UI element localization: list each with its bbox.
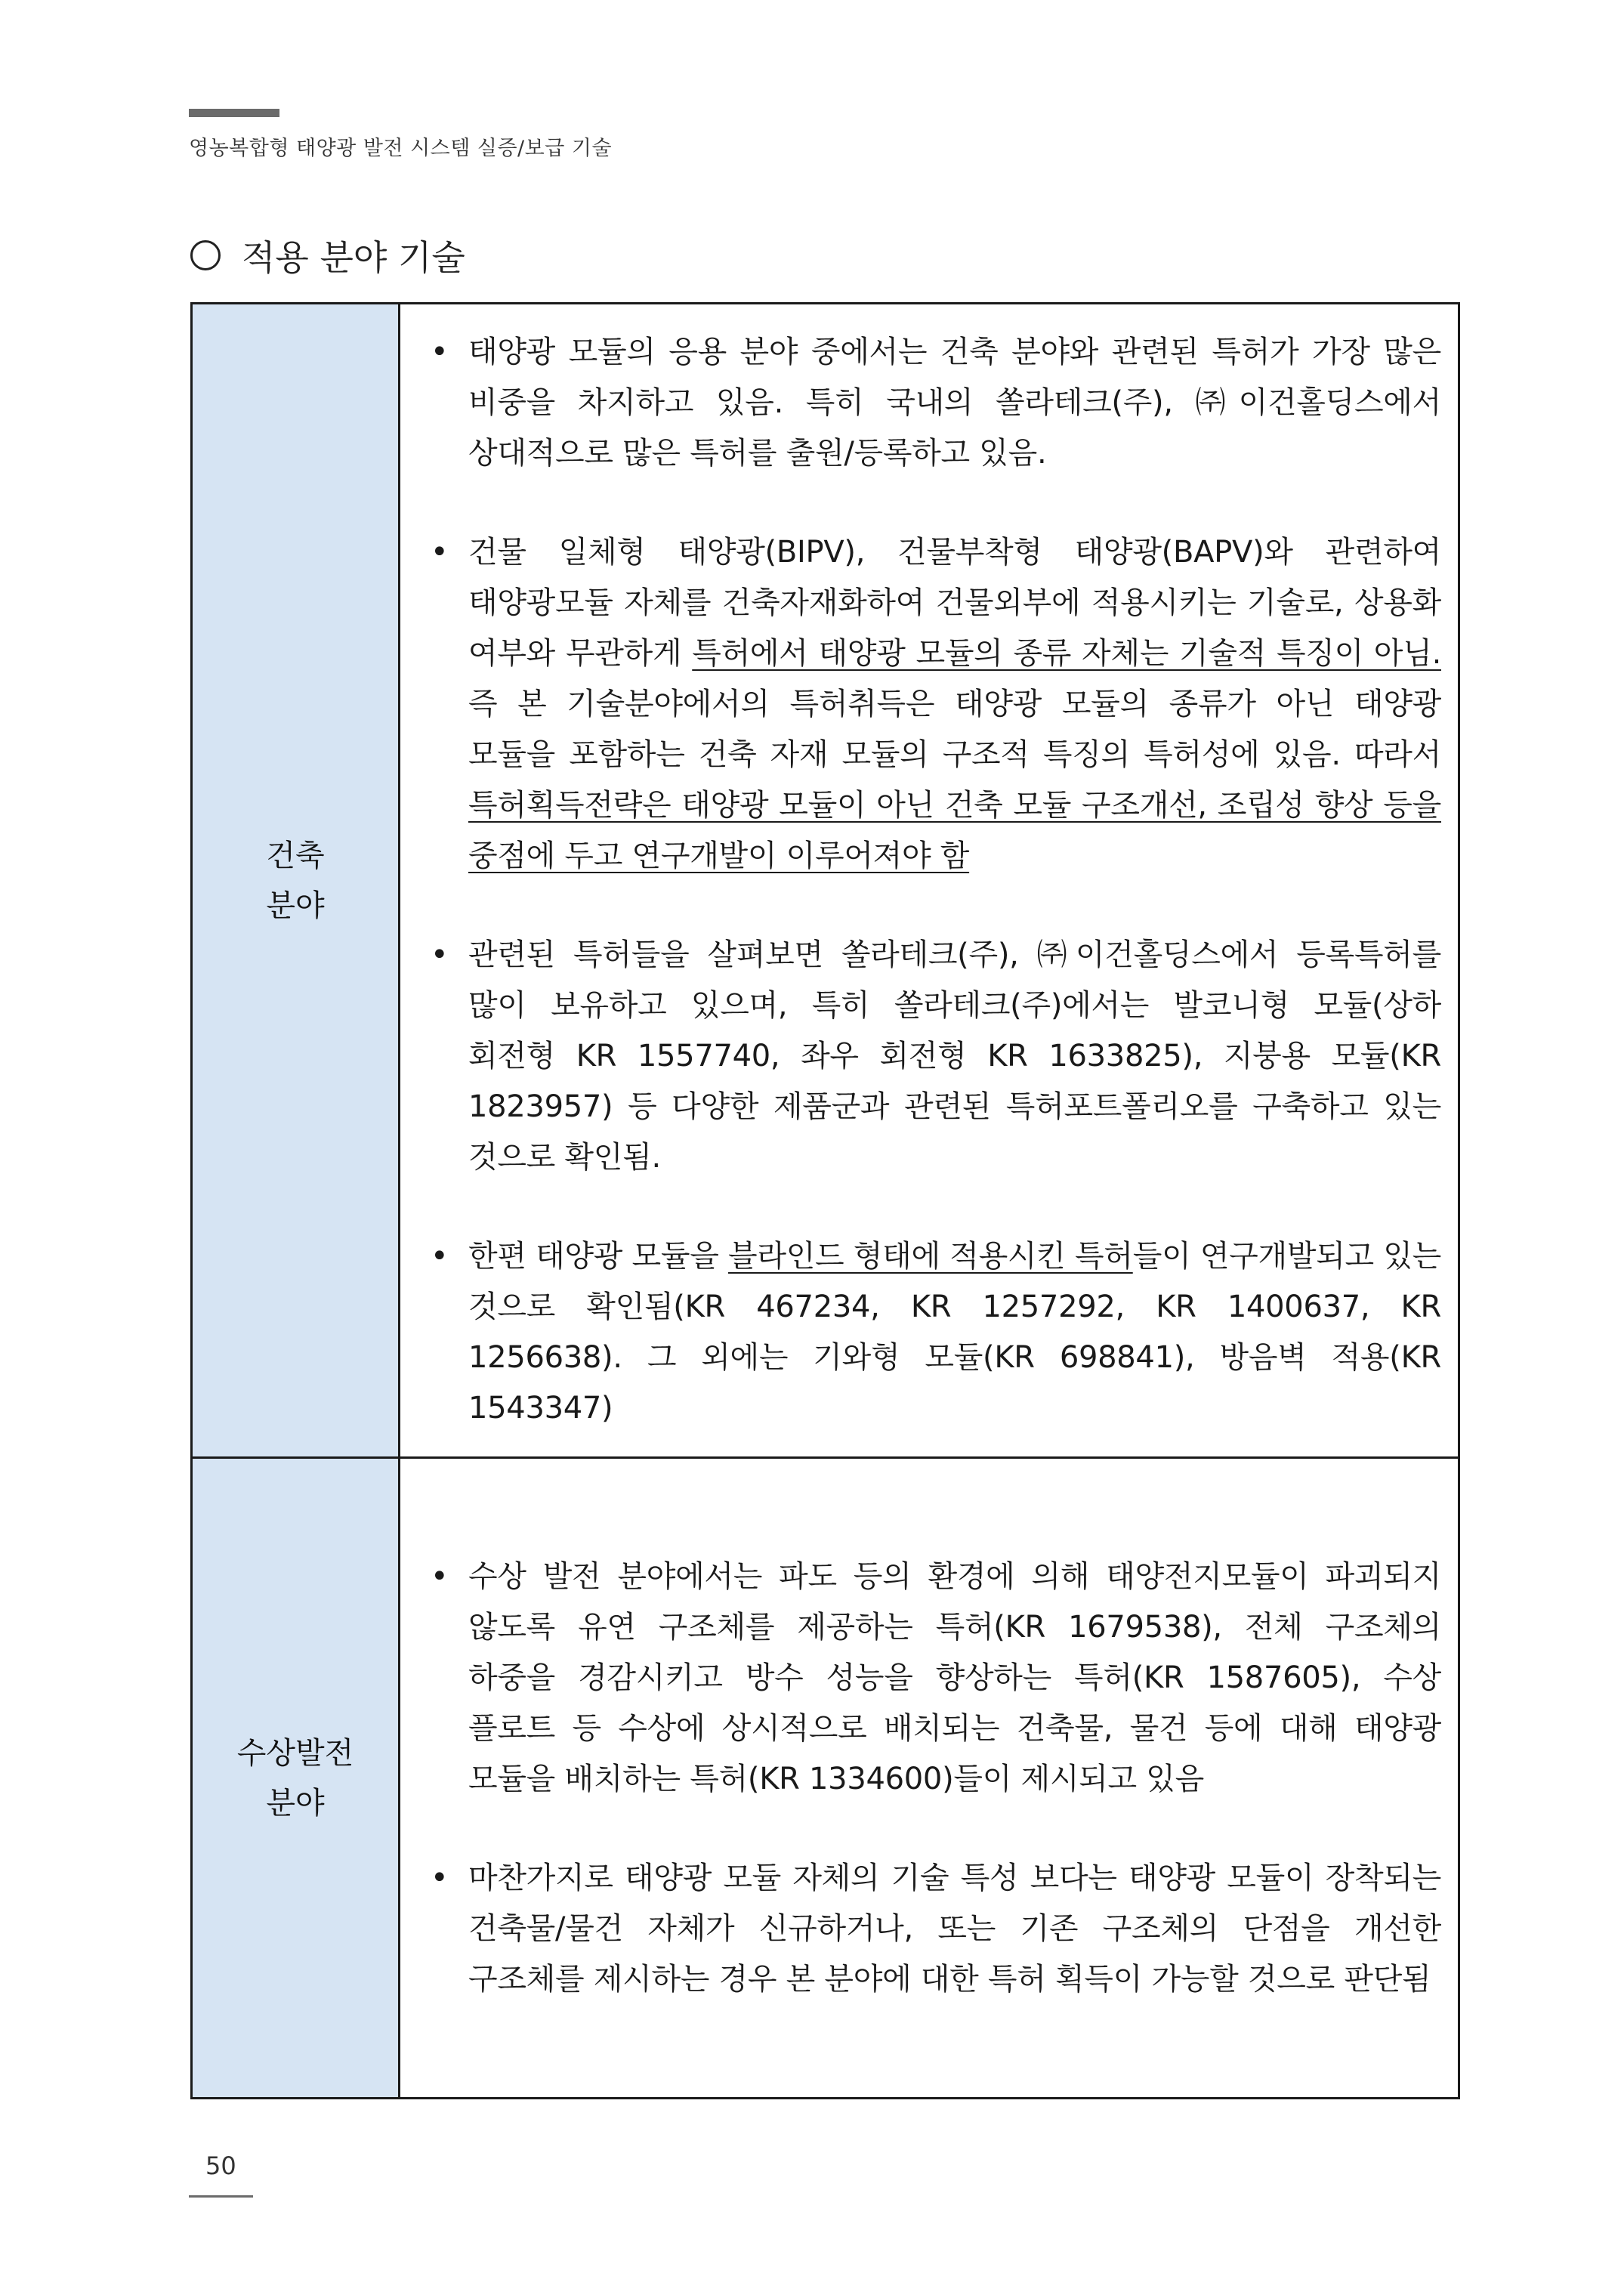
running-header: 영농복합형 태양광 발전 시스템 실증/보급 기술	[189, 137, 613, 160]
row-label: 건축 분야	[266, 838, 325, 923]
underlined-text: 특허에서 태양광 모듈의 종류 자체는 기술적 특징이 아님.	[692, 636, 1441, 671]
bullet-icon: •	[431, 1558, 449, 1594]
bullet-text: 마찬가지로 태양광 모듈 자체의 기술 특성 보다는 태양광 모듈이 장착되는 건축물/물건 자체가 신규하거나, 또는 기존 구조체의 단점을 개선한 구조체를 제시하는 경우 본 분야에 대한 특허 획득이 가능할 것으로 판단됨	[468, 1860, 1441, 1997]
row-content-cell	[400, 1458, 1459, 2099]
page-number: 50	[205, 2151, 236, 2180]
bullet-item	[423, 527, 1441, 882]
bullet-item	[423, 930, 1441, 1183]
section-heading	[190, 230, 465, 280]
bullet-text: 들이 연구개발되고 있는 것으로 확인됨(KR 467234, KR 1257292, KR 1400637, KR 1256638). 그 외에는 기와형 모듈(KR 698841), 방음벽 적용(KR 1543347)	[468, 1239, 1441, 1425]
bullet-text: 한편 태양광 모듈을	[468, 1239, 729, 1274]
bullet-text: 관련된 특허들을 살펴보면 쏠라테크(주), ㈜이건홀딩스에서 등록특허를 많이 보유하고 있으며, 특히 쏠라테크(주)에서는 발코니형 모듈(상하 회전형 KR 1557740, 좌우 회전형 KR 1633825), 지붕용 모듈(KR 1823957) 등 다양한 제품군과 관련된 특허포트폴리오를 구축하고 있는 것으로 확인됨.	[468, 937, 1441, 1175]
underlined-text: 특허획득전략은 태양광 모듈이 아닌 건축 모듈 구조개선, 조립성 향상 등을 중점에 두고 연구개발이 이루어져야 함	[468, 788, 1441, 873]
bullet-item	[423, 1552, 1441, 1805]
bullet-item	[423, 327, 1441, 479]
underlined-text: 블라인드 형태에 적용시킨 특허	[728, 1239, 1133, 1274]
bullet-icon: •	[431, 1239, 449, 1274]
bullet-list	[423, 327, 1441, 1434]
bullet-list	[423, 1552, 1441, 2005]
bullet-text: 수상 발전 분야에서는 파도 등의 환경에 의해 태양전지모듈이 파괴되지 않도록 유연 구조체를 제공하는 특허(KR 1679538), 전체 구조체의 하중을 경감시키고 방수 성능을 향상하는 특허(KR 1587605), 수상 플로트 등 수상에 상시적으로 배치되는 건축물, 물건 등에 대해 태양광 모듈을 배치하는 특허(KR 1334600)들이 제시되고 있음	[468, 1558, 1441, 1796]
bullet-icon: •	[431, 335, 449, 369]
bullet-item	[423, 1853, 1441, 2005]
footer-rule	[189, 2195, 253, 2198]
bullet-icon: •	[431, 535, 449, 570]
bullet-text: 건물 일체형 태양광(BIPV), 건물부착형 태양광(BAPV)와 관련하여 태양광모듈 자체를 건축자재화하여 건물외부에 적용시키는 기술로, 상용화 여부와 무관하게	[468, 535, 1441, 671]
bullet-text: 즉 본 기술분야에서의 특허취득은 태양광 모듈의 종류가 아닌 태양광 모듈을 포함하는 건축 자재 모듈의 구조적 특징의 특허성에 있음. 따라서	[468, 687, 1441, 772]
header-rule	[189, 109, 279, 117]
row-label-cell	[192, 1458, 400, 2099]
bullet-text: 태양광 모듈의 응용 분야 중에서는 건축 분야와 관련된 특허가 가장 많은 비중을 차지하고 있음. 특히 국내의 쏠라테크(주), ㈜이건홀딩스에서 상대적으로 많은 특허를 출원/등록하고 있음.	[468, 335, 1441, 471]
table-row	[192, 1458, 1459, 2099]
bullet-icon: •	[431, 1860, 449, 1895]
circle-outline-icon	[190, 240, 221, 270]
application-field-table	[190, 302, 1460, 2099]
table-row	[192, 304, 1459, 1458]
row-content-cell	[400, 304, 1459, 1458]
bullet-icon: •	[431, 937, 449, 972]
row-label-cell	[192, 304, 400, 1458]
bullet-item	[423, 1231, 1441, 1434]
row-label: 수상발전 분야	[236, 1735, 354, 1821]
section-title-text: 적용 분야 기술	[242, 237, 465, 278]
